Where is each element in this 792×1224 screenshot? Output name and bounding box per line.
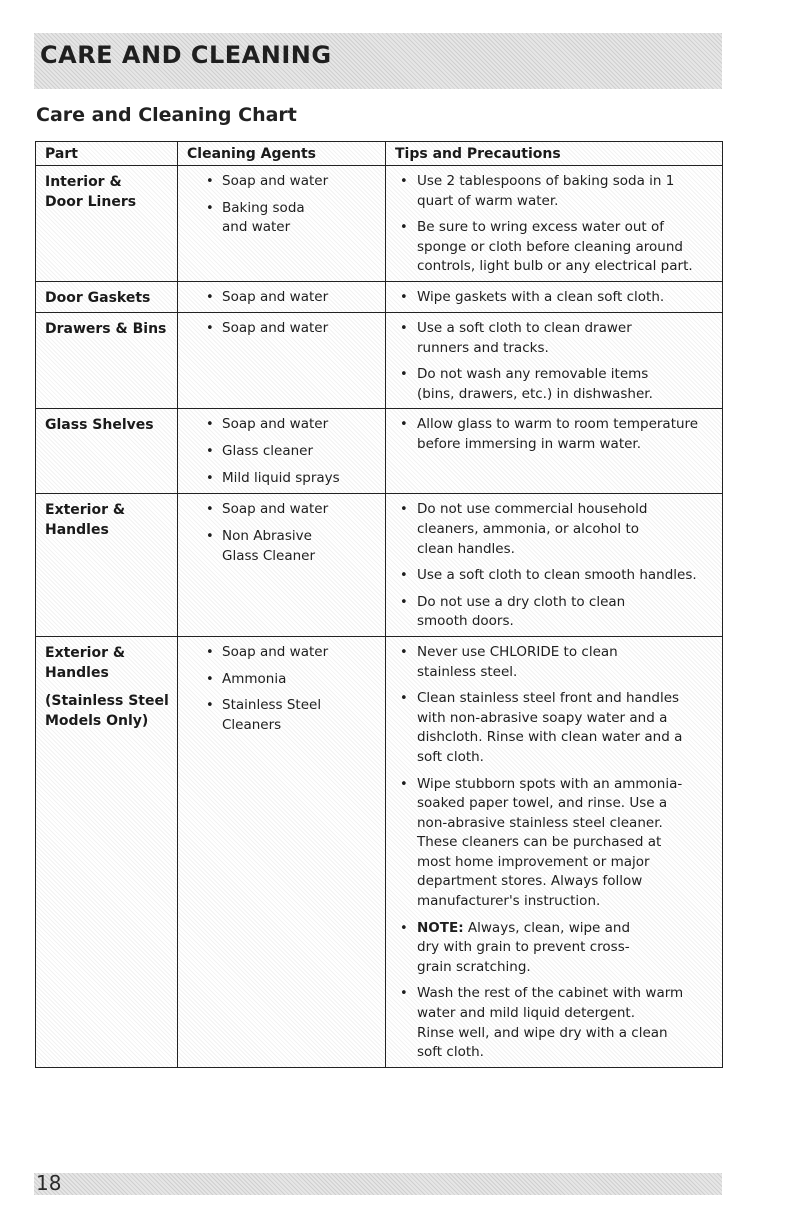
list-item: • Non Abrasive Glass Cleaner bbox=[187, 527, 379, 566]
part-label: Exterior & bbox=[45, 644, 126, 661]
part-label: Drawers & Bins bbox=[45, 321, 167, 337]
table-row bbox=[36, 494, 723, 637]
part-sublabel: Models Only) bbox=[45, 712, 149, 729]
part-cell bbox=[36, 409, 178, 494]
part-cell bbox=[36, 494, 178, 637]
part-cell bbox=[36, 313, 178, 409]
header-cleaning-agents: Cleaning Agents bbox=[178, 142, 386, 166]
part-label: Interior & bbox=[45, 174, 122, 190]
table-row bbox=[36, 409, 723, 494]
list-item: • Soap and water bbox=[187, 172, 379, 192]
page-number: 18 bbox=[36, 1171, 62, 1195]
table-row bbox=[36, 166, 723, 282]
part-label: Glass Shelves bbox=[45, 417, 154, 434]
tips-cell bbox=[386, 282, 723, 313]
header-part: Part bbox=[36, 142, 178, 166]
list-item: • Wipe gaskets with a clean soft cloth. bbox=[395, 288, 716, 308]
tips-cell bbox=[386, 494, 723, 637]
list-item: • Wipe stubborn spots with an ammonia- soaked paper towel, and rinse. Use a non-abrasive stainless steel cleaner. These cleaners can be purchased at most home improvement or major department stores. Always follow manufacturer's instruction. bbox=[395, 775, 716, 912]
list-item: • Never use CHLORIDE to clean stainless steel. bbox=[395, 643, 716, 682]
header-tips-precautions: Tips and Precautions bbox=[386, 142, 723, 166]
table-row bbox=[36, 282, 723, 313]
list-item: • Do not use a dry cloth to clean smooth doors. bbox=[395, 593, 716, 632]
agents-cell bbox=[178, 409, 386, 494]
list-item: • Do not use commercial household cleaners, ammonia, or alcohol to clean handles. bbox=[395, 500, 716, 559]
list-item: • Soap and water bbox=[187, 500, 379, 520]
list-item: • Do not wash any removable items (bins, drawers, etc.) in dishwasher. bbox=[395, 365, 716, 404]
tips-cell bbox=[386, 409, 723, 494]
list-item: • Glass cleaner bbox=[187, 442, 379, 462]
part-label: Handles bbox=[45, 522, 109, 539]
table-row bbox=[36, 313, 723, 409]
list-item: • Use a soft cloth to clean smooth handles. bbox=[395, 566, 716, 586]
agents-cell bbox=[178, 166, 386, 282]
table-row bbox=[36, 636, 723, 1067]
care-cleaning-table bbox=[35, 141, 723, 1068]
list-item: • Stainless Steel Cleaners bbox=[187, 696, 379, 735]
agents-cell bbox=[178, 313, 386, 409]
list-item: • Wash the rest of the cabinet with warm water and mild liquid detergent. Rinse well, and wipe dry with a clean soft cloth. bbox=[395, 984, 716, 1062]
part-label: Exterior & bbox=[45, 502, 126, 519]
tips-cell bbox=[386, 313, 723, 409]
part-label: Door Liners bbox=[45, 194, 137, 210]
part-label: Door Gaskets bbox=[45, 290, 151, 306]
note-label: NOTE: bbox=[417, 919, 464, 936]
table-header-row bbox=[36, 142, 723, 166]
list-item: • Soap and water bbox=[187, 415, 379, 435]
chart-title: Care and Cleaning Chart bbox=[36, 104, 297, 126]
agents-cell bbox=[178, 636, 386, 1067]
footer-bar bbox=[34, 1173, 722, 1195]
part-cell bbox=[36, 636, 178, 1067]
agents-cell bbox=[178, 494, 386, 637]
tips-cell bbox=[386, 636, 723, 1067]
part-cell bbox=[36, 282, 178, 313]
list-item: • Use a soft cloth to clean drawer runners and tracks. bbox=[395, 319, 716, 358]
list-item: • Ammonia bbox=[187, 670, 379, 690]
note-item: • NOTE: Always, clean, wipe and dry with grain to prevent cross- grain scratching. bbox=[395, 919, 716, 978]
agents-cell bbox=[178, 282, 386, 313]
section-title: CARE AND CLEANING bbox=[40, 41, 332, 69]
list-item: • Soap and water bbox=[187, 288, 379, 308]
list-item: • Be sure to wring excess water out of sponge or cloth before cleaning around controls, light bulb or any electrical part. bbox=[395, 218, 716, 277]
tips-cell bbox=[386, 166, 723, 282]
list-item: • Baking soda and water bbox=[187, 199, 379, 238]
list-item: • Clean stainless steel front and handles with non-abrasive soapy water and a dishcloth. Rinse with clean water and a soft cloth. bbox=[395, 689, 716, 767]
list-item: • Allow glass to warm to room temperature before immersing in warm water. bbox=[395, 415, 716, 454]
list-item: • Soap and water bbox=[187, 643, 379, 663]
part-cell bbox=[36, 166, 178, 282]
list-item: • Soap and water bbox=[187, 319, 379, 339]
part-sublabel: (Stainless Steel bbox=[45, 692, 169, 709]
list-item: • Mild liquid sprays bbox=[187, 469, 379, 489]
part-label: Handles bbox=[45, 664, 109, 681]
list-item: • Use 2 tablespoons of baking soda in 1 quart of warm water. bbox=[395, 172, 716, 211]
section-banner bbox=[34, 33, 722, 89]
